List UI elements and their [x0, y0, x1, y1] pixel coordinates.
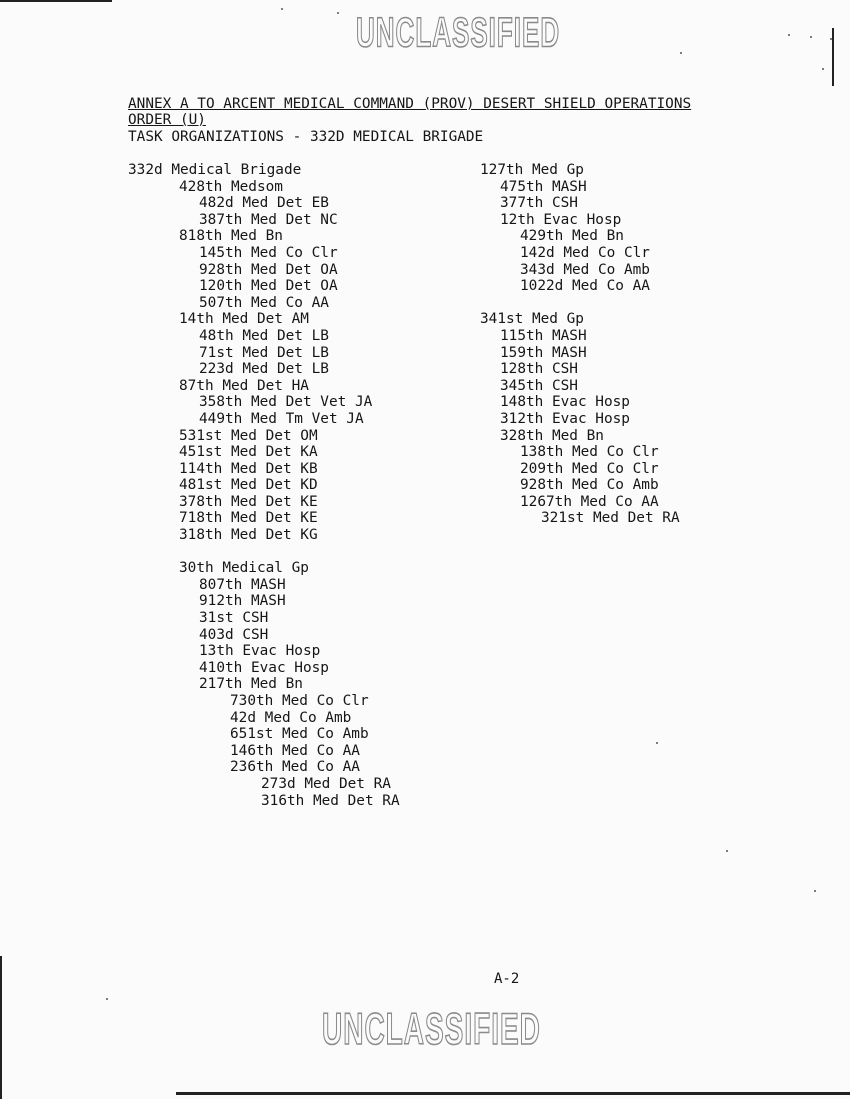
unit-list-item: 378th Med Det KE — [179, 493, 318, 510]
unit-list-item: 818th Med Bn — [179, 228, 283, 245]
unit-list-item: 14th Med Det AM — [179, 311, 309, 328]
list-spacer — [128, 544, 400, 561]
unit-list-item: 159th MASH — [500, 344, 587, 361]
scan-speck — [337, 12, 339, 14]
unit-list-item: 507th Med Co AA — [199, 294, 329, 311]
scan-speck — [656, 742, 658, 744]
right-unit-list — [480, 162, 680, 527]
unit-list-item: 13th Evac Hosp — [199, 643, 321, 660]
unit-list-item: 1267th Med Co AA — [520, 493, 659, 510]
unit-list-item: 273d Med Det RA — [261, 775, 391, 792]
unit-list-item: 48th Med Det LB — [199, 327, 329, 344]
unit-list-item: 236th Med Co AA — [230, 759, 360, 776]
unit-list-item: 730th Med Co Clr — [230, 693, 369, 709]
unit-list-item: 475th MASH — [500, 178, 587, 195]
unit-list-item: 328th Med Bn — [500, 427, 604, 444]
unit-list-item: 449th Med Tm Vet JA — [199, 410, 364, 427]
left-unit-list — [128, 162, 400, 809]
unit-list-item: 30th Medical Gp — [179, 560, 309, 577]
unit-list-item: 410th Evac Hosp — [199, 659, 329, 676]
unclassified-stamp-bottom: UNCLASSIFIED — [322, 1004, 541, 1054]
unit-list-item: 145th Med Co Clr — [199, 244, 338, 261]
scan-speck — [680, 52, 682, 54]
unit-list-item: 718th Med Det KE — [179, 510, 318, 527]
scan-speck — [810, 36, 812, 38]
unit-list-item: 87th Med Det HA — [179, 377, 309, 394]
scan-speck — [106, 998, 108, 1000]
unit-list-item: 807th MASH — [199, 576, 286, 593]
unit-list-item: 358th Med Det Vet JA — [199, 394, 373, 411]
unit-list-item: 318th Med Det KG — [179, 527, 318, 544]
unit-list-item: 71st Med Det LB — [199, 344, 329, 361]
scan-speck — [814, 890, 816, 892]
unit-list-item: 341st Med Gp — [480, 311, 584, 328]
unit-list-item: 316th Med Det RA — [261, 792, 400, 809]
unclassified-stamp-top: UNCLASSIFIED — [356, 8, 561, 56]
unit-list-item: 312th Evac Hosp — [500, 410, 630, 427]
scan-speck — [726, 850, 728, 852]
unit-list-item: 343d Med Co Amb — [520, 261, 650, 278]
unit-list-item: 148th Evac Hosp — [500, 394, 630, 411]
unit-list-item: 387th Med Det NC — [199, 211, 338, 228]
unit-list-item: 223d Med Det LB — [199, 361, 329, 378]
annex-title-line-1: ANNEX A TO ARCENT MEDICAL COMMAND (PROV) DESERT SHIELD OPERATIONS — [128, 96, 692, 112]
unit-list-item: 928th Med Co Amb — [520, 477, 659, 494]
unit-list-item: 912th MASH — [199, 593, 286, 610]
unit-list-item: 146th Med Co AA — [230, 742, 360, 759]
unit-list-item: 429th Med Bn — [520, 228, 624, 245]
scan-edge-line-bottom — [176, 1092, 850, 1095]
unit-list-item: 482d Med Det EB — [199, 195, 329, 212]
unit-list-item: 928th Med Det OA — [199, 261, 338, 278]
unit-list-item: 114th Med Det KB — [179, 460, 318, 477]
unit-list-item: 451st Med Det KA — [179, 444, 318, 461]
unit-list-item: 428th Medsom — [179, 178, 283, 195]
unit-list-item: 115th MASH — [500, 327, 587, 344]
unit-list-item: 42d Med Co Amb — [230, 709, 352, 726]
scan-edge-line-top — [0, 0, 112, 2]
unit-list-item: 209th Med Co Clr — [520, 460, 659, 477]
unit-list-item: 377th CSH — [500, 195, 578, 212]
unit-list-item: 120th Med Det OA — [199, 278, 338, 295]
unit-list-item: 345th CSH — [500, 377, 578, 394]
unit-list-item: 321st Med Det RA — [541, 510, 680, 527]
annex-title-line-2: ORDER (U) — [128, 112, 206, 128]
unit-list-item: 481st Med Det KD — [179, 477, 318, 494]
unit-list-item: 332d Medical Brigade — [128, 162, 302, 178]
unit-list-item: 142d Med Co Clr — [520, 244, 650, 261]
unit-list-item: 128th CSH — [500, 361, 578, 378]
unit-list-item: 1022d Med Co AA — [520, 278, 650, 295]
unit-list-item: 403d CSH — [199, 626, 269, 643]
unit-list-item: 531st Med Det OM — [179, 427, 318, 444]
scan-edge-line-left — [0, 956, 2, 1099]
unit-list-item: 127th Med Gp — [480, 162, 584, 178]
page-number: A-2 — [494, 971, 520, 987]
task-organization-heading: TASK ORGANIZATIONS - 332D MEDICAL BRIGADE — [128, 129, 484, 145]
unit-list-item: 651st Med Co Amb — [230, 726, 369, 743]
scan-speck — [788, 34, 790, 36]
unit-list-item: 12th Evac Hosp — [500, 211, 622, 228]
unit-list-item: 31st CSH — [199, 610, 269, 627]
list-spacer — [480, 295, 680, 312]
unit-list-item: 217th Med Bn — [199, 676, 303, 693]
unit-list-item: 138th Med Co Clr — [520, 444, 659, 461]
scan-speck — [830, 38, 832, 40]
scan-speck — [822, 68, 824, 70]
scan-speck — [281, 8, 283, 10]
scan-edge-line-right — [832, 28, 834, 86]
